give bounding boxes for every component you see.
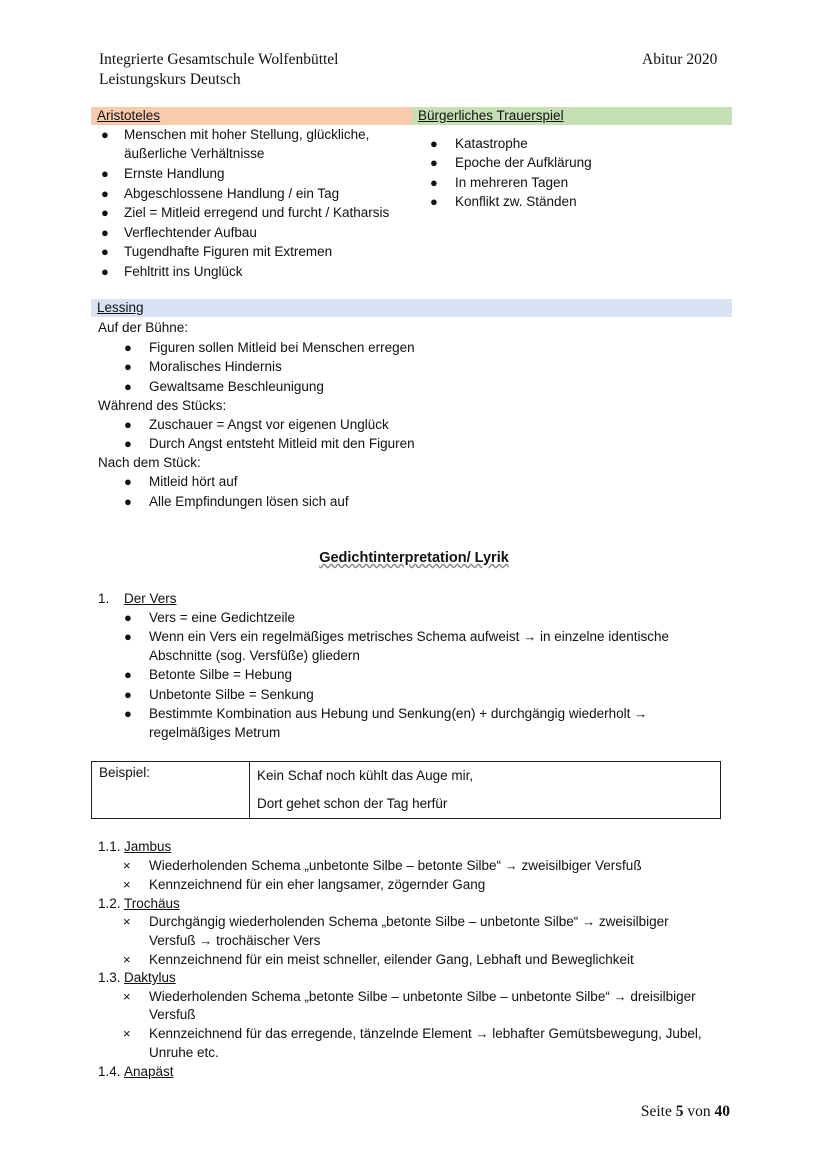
footer-mid: von xyxy=(687,1103,711,1120)
bullet-icon: ● xyxy=(430,175,438,190)
list-item: Fehltritt ins Unglück xyxy=(124,264,243,279)
bullet-icon: ● xyxy=(101,186,109,201)
list-item: Betonte Silbe = Hebung xyxy=(149,667,292,682)
right-arrow-icon: → xyxy=(504,858,518,873)
course-name: Leistungskurs Deutsch xyxy=(99,71,241,88)
list-item: Abgeschlossene Handlung / ein Tag xyxy=(124,186,340,201)
list-item: Figuren sollen Mitleid bei Menschen erregen xyxy=(149,340,415,355)
list-item-text: Wiederholenden Schema „betonte Silbe – unbetonte Silbe – unbetonte Silbe“ xyxy=(149,989,610,1004)
list-item xyxy=(149,987,696,1006)
list-item: Ernste Handlung xyxy=(124,166,225,181)
x-mark-icon: × xyxy=(123,858,131,873)
list-item xyxy=(149,856,642,875)
list-item xyxy=(149,704,647,723)
bullet-icon: ● xyxy=(124,379,132,394)
section-title: Trochäus xyxy=(124,896,180,911)
list-item xyxy=(149,931,320,950)
school-name: Integrierte Gesamtschule Wolfenbüttel xyxy=(99,51,339,68)
list-item: Konflikt zw. Ständen xyxy=(455,194,577,209)
list-item: Unruhe etc. xyxy=(149,1045,219,1060)
list-item: Abschnitte (sog. Versfüße) gliedern xyxy=(149,648,360,663)
group-label: Nach dem Stück: xyxy=(98,455,201,470)
trauerspiel-header-bar xyxy=(412,107,732,125)
bullet-icon: ● xyxy=(124,687,132,702)
bullet-icon: ● xyxy=(101,264,109,279)
bullet-icon: ● xyxy=(124,436,132,451)
list-item: Menschen mit hoher Stellung, glückliche, xyxy=(124,127,370,142)
bullet-icon: ● xyxy=(124,706,132,721)
list-item: Katastrophe xyxy=(455,136,528,151)
list-item: Epoche der Aufklärung xyxy=(455,155,592,170)
section-title: Anapäst xyxy=(124,1064,174,1079)
current-page: 5 xyxy=(675,1103,684,1120)
list-item: Zuschauer = Angst vor eigenen Unglück xyxy=(149,417,389,432)
list-item-text: Bestimmte Kombination aus Hebung und Senkung(en) + durchgängig wiederholt xyxy=(149,706,631,721)
list-item-text: zweisilbiger Versfuß xyxy=(521,858,642,873)
right-arrow-icon: → xyxy=(475,1026,489,1041)
bullet-icon: ● xyxy=(101,205,109,220)
list-item-text: in einzelne identische xyxy=(539,629,670,644)
right-arrow-icon: → xyxy=(523,629,537,644)
list-item-text: Durchgängig wiederholenden Schema „betonte Silbe – unbetonte Silbe“ xyxy=(149,914,579,929)
list-item: Unbetonte Silbe = Senkung xyxy=(149,687,314,702)
section-number: 1.2. xyxy=(98,896,121,911)
list-item: Versfuß xyxy=(149,1007,196,1022)
total-pages: 40 xyxy=(714,1103,730,1120)
right-arrow-icon: → xyxy=(634,706,648,721)
list-item xyxy=(149,912,669,931)
list-item: Ziel = Mitleid erregend und furcht / Katharsis xyxy=(124,205,390,220)
list-item xyxy=(149,1024,702,1043)
right-arrow-icon: → xyxy=(199,933,213,948)
example-line: Kein Schaf noch kühlt das Auge mir, xyxy=(257,768,474,783)
list-item: Kennzeichnend für ein eher langsamer, zögernder Gang xyxy=(149,877,486,892)
example-verse xyxy=(250,762,721,819)
group-label: Während des Stücks: xyxy=(98,398,227,413)
list-item xyxy=(149,627,669,646)
bullet-icon: ● xyxy=(101,127,109,142)
list-item: Vers = eine Gedichtzeile xyxy=(149,610,295,625)
list-item-text: lebhafter Gemütsbewegung, Jubel, xyxy=(492,1026,702,1041)
x-mark-icon: × xyxy=(123,877,131,892)
footer-prefix: Seite xyxy=(640,1103,672,1120)
list-item: Durch Angst entsteht Mitleid mit den Figuren xyxy=(149,436,415,451)
section-number: 1.3. xyxy=(98,970,121,985)
lyrik-heading-wrap xyxy=(0,550,828,566)
group-label: Auf der Bühne: xyxy=(98,320,189,335)
bullet-icon: ● xyxy=(101,244,109,259)
bullet-icon: ● xyxy=(430,155,438,170)
lyrik-heading: Gedichtinterpretation/ Lyrik xyxy=(319,550,509,566)
list-item: Gewaltsame Beschleunigung xyxy=(149,379,324,394)
list-item-text: trochäischer Vers xyxy=(216,933,321,948)
page-footer xyxy=(641,1103,730,1121)
list-item-text: Wiederholenden Schema „unbetonte Silbe – betonte Silbe“ xyxy=(149,858,501,873)
list-item: In mehreren Tagen xyxy=(455,175,569,190)
bullet-icon: ● xyxy=(124,474,132,489)
right-arrow-icon: → xyxy=(582,914,596,929)
lessing-title: Lessing xyxy=(97,300,144,315)
list-item: äußerliche Verhältnisse xyxy=(124,146,265,161)
list-item: Kennzeichnend für ein meist schneller, eilender Gang, Lebhaft und Beweglichkeit xyxy=(149,952,634,967)
bullet-icon: ● xyxy=(101,166,109,181)
section-number: 1.4. xyxy=(98,1064,121,1079)
bullet-icon: ● xyxy=(124,417,132,432)
aristoteles-title: Aristoteles xyxy=(97,108,161,123)
list-item: Verflechtender Aufbau xyxy=(124,225,257,240)
bullet-icon: ● xyxy=(124,359,132,374)
lessing-header-bar xyxy=(91,299,732,317)
section-title: Jambus xyxy=(124,839,172,854)
trauerspiel-title: Bürgerliches Trauerspiel xyxy=(418,108,564,123)
section-title: Der Vers xyxy=(124,591,177,606)
list-item-text: dreisilbiger xyxy=(630,989,696,1004)
x-mark-icon: × xyxy=(123,914,131,929)
bullet-icon: ● xyxy=(124,494,132,509)
x-mark-icon: × xyxy=(123,952,131,967)
list-item: regelmäßiges Metrum xyxy=(149,725,281,740)
section-number: 1.1. xyxy=(98,839,121,854)
list-item-text: Versfuß xyxy=(149,933,196,948)
bullet-icon: ● xyxy=(124,610,132,625)
list-item: Mitleid hört auf xyxy=(149,474,238,489)
list-item: Alle Empfindungen lösen sich auf xyxy=(149,494,349,509)
bullet-icon: ● xyxy=(124,667,132,682)
bullet-icon: ● xyxy=(124,629,132,644)
bullet-icon: ● xyxy=(430,194,438,209)
section-title: Daktylus xyxy=(124,970,176,985)
bullet-icon: ● xyxy=(430,136,438,151)
example-table xyxy=(91,761,721,819)
list-item-text: Kennzeichnend für das erregende, tänzelnde Element xyxy=(149,1026,472,1041)
aristoteles-header-bar xyxy=(91,107,412,125)
bullet-icon: ● xyxy=(101,225,109,240)
list-item-text: zweisilbiger xyxy=(598,914,669,929)
x-mark-icon: × xyxy=(123,1026,131,1041)
section-number: 1. xyxy=(98,591,110,606)
right-arrow-icon: → xyxy=(613,989,627,1004)
x-mark-icon: × xyxy=(123,989,131,1004)
exam-title: Abitur 2020 xyxy=(642,51,718,68)
list-item-text: Wenn ein Vers ein regelmäßiges metrisches Schema aufweist xyxy=(149,629,520,644)
list-item: Moralisches Hindernis xyxy=(149,359,282,374)
list-item: Tugendhafte Figuren mit Extremen xyxy=(124,244,333,259)
bullet-icon: ● xyxy=(124,340,132,355)
example-line: Dort gehet schon der Tag herfür xyxy=(257,796,448,811)
example-label: Beispiel: xyxy=(92,762,250,819)
